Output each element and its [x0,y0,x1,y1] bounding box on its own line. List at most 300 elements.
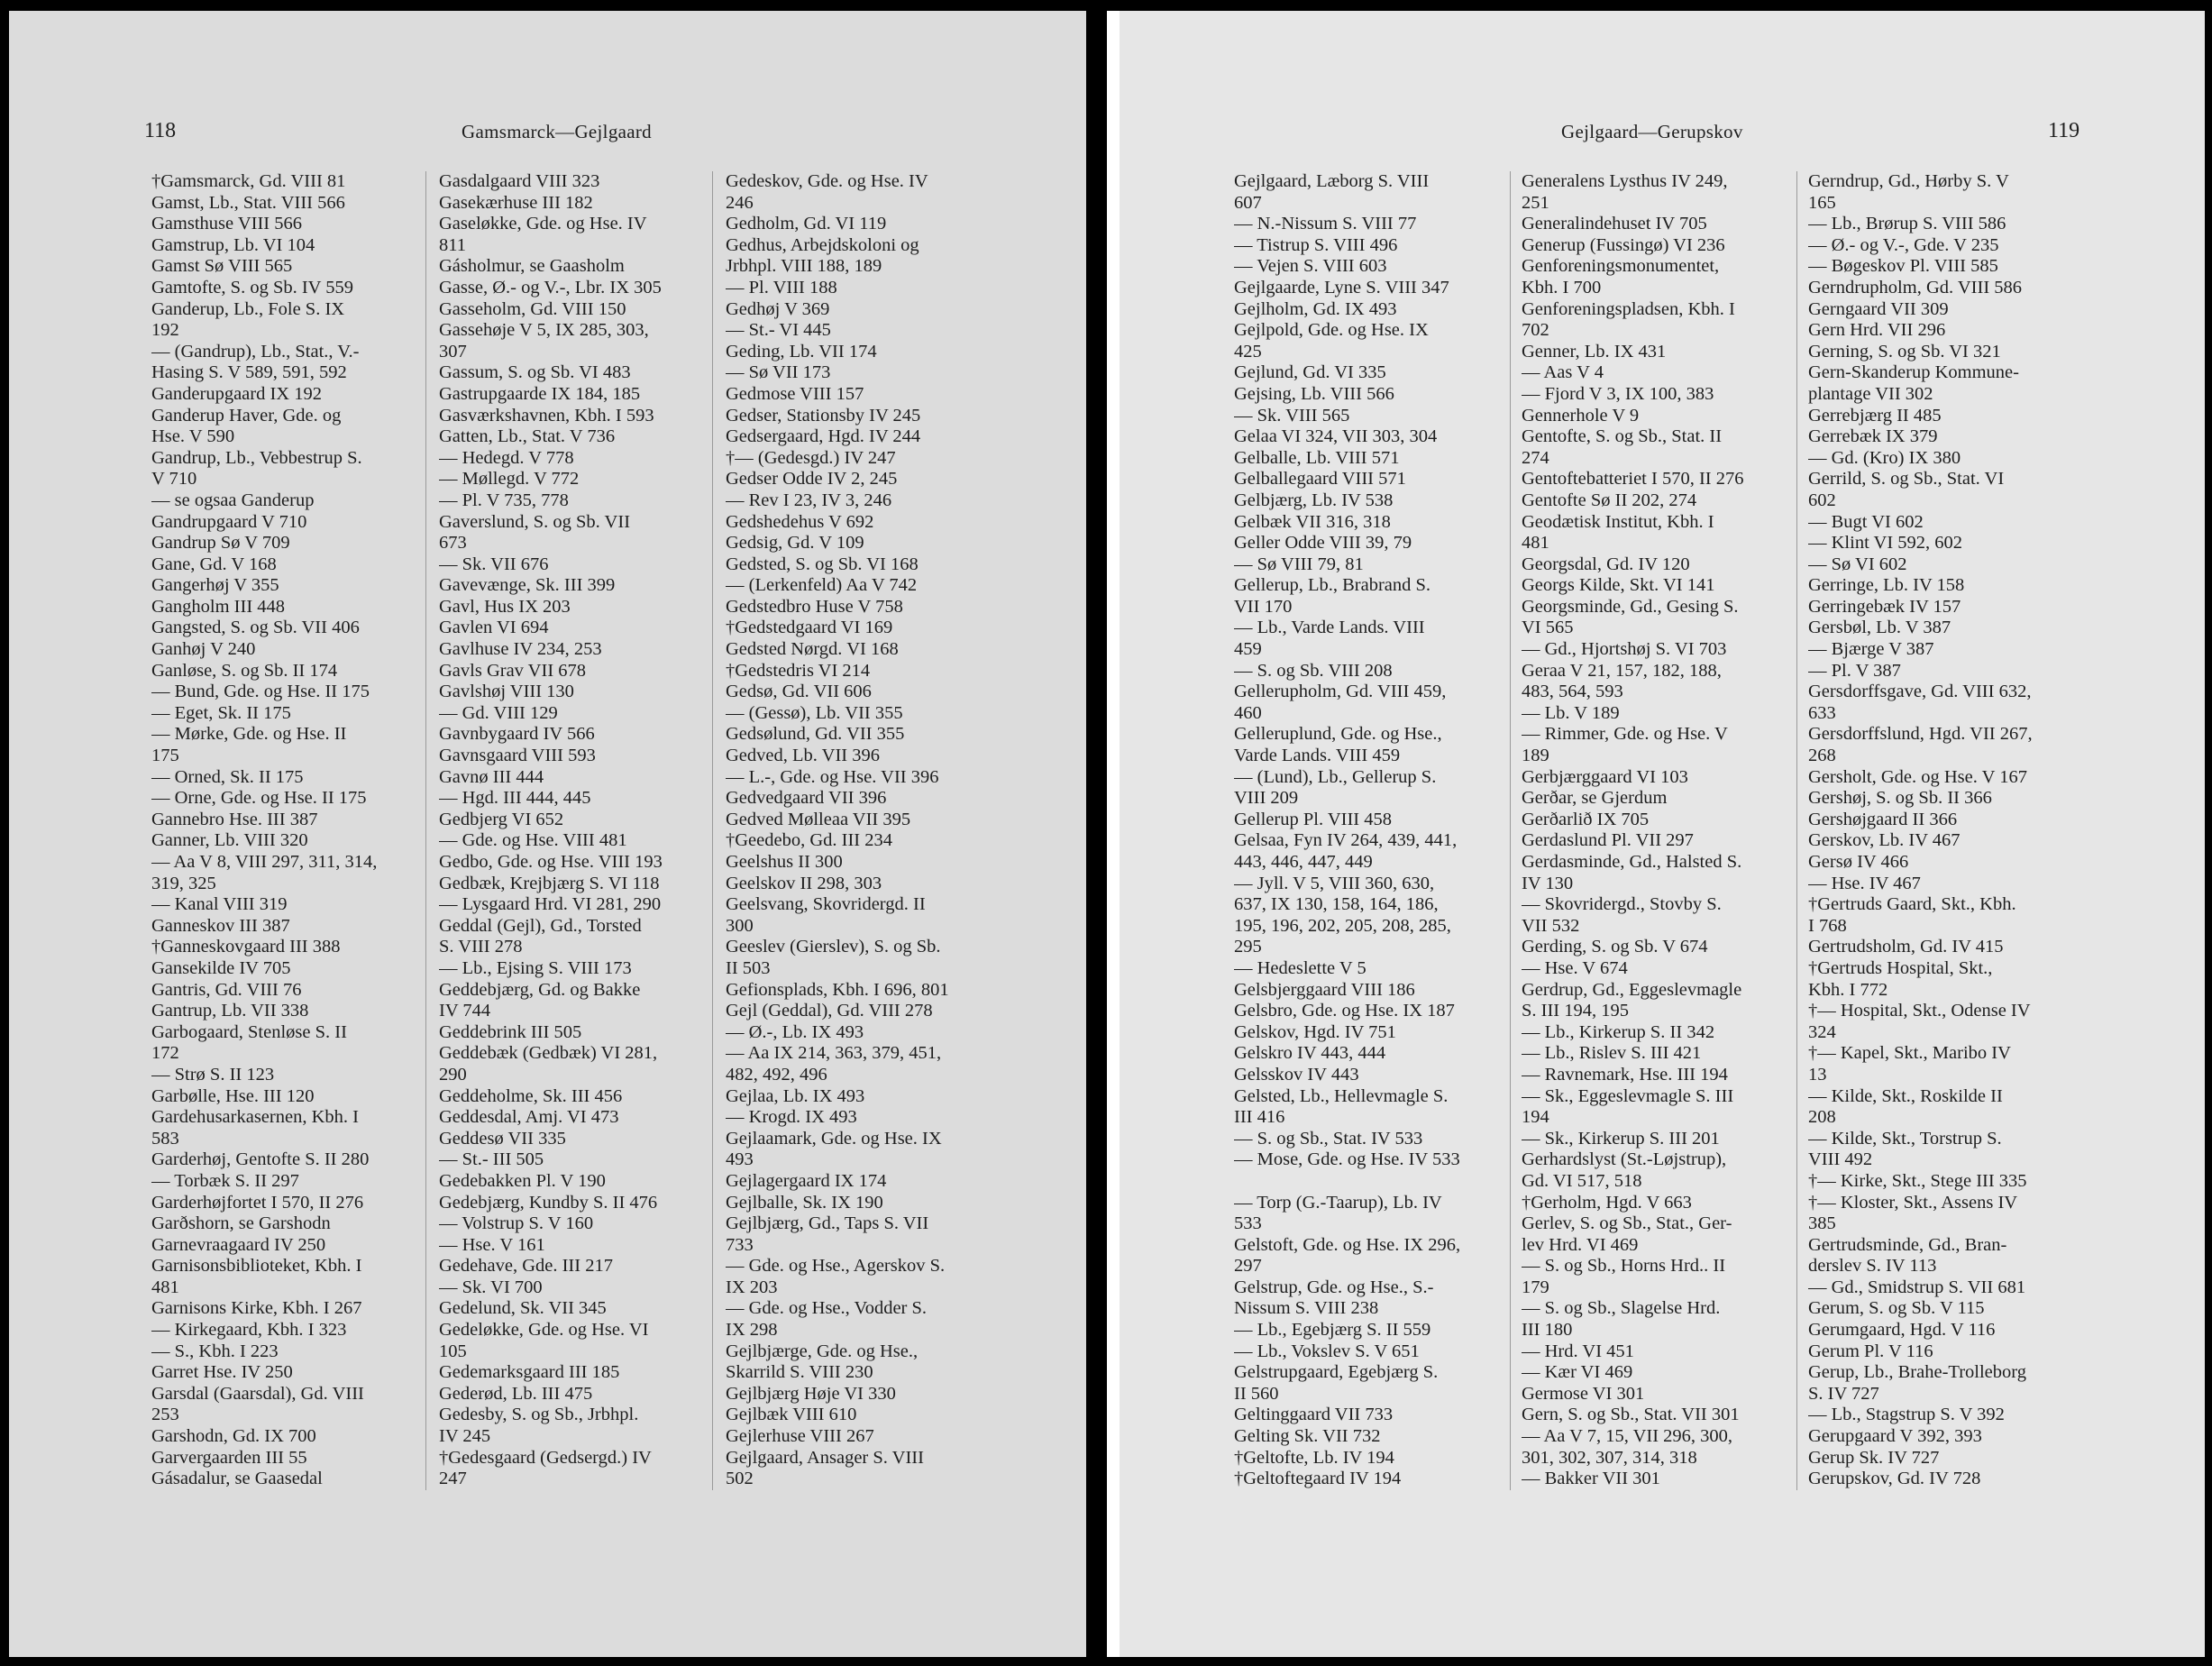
index-entry-line: Geddebæk (Gedbæk) VI 281, [439,1043,658,1064]
index-entry-line: Garderhøj, Gentofte S. II 280 [151,1149,370,1170]
index-entry-line: Gerupskov, Gd. IV 728 [1808,1469,1981,1489]
index-entry-line: Gerndrup, Gd., Hørby S. V [1808,171,2009,191]
index-column [1223,171,1510,1490]
index-entry-line: Gasdalgaard VIII 323 [439,171,600,191]
index-entry-line: Gejlholm, Gd. IX 493 [1234,298,1397,319]
index-entry-line: — Kær VI 469 [1522,1362,1633,1383]
index-entry-line: Ganderup Haver, Gde. og [151,405,342,426]
index-entry-line: Gerndrupholm, Gd. VIII 586 [1808,277,2023,298]
index-entry-line: — (Gandrup), Lb., Stat., V.- [151,341,360,362]
index-entry-line: — Aa V 8, VIII 297, 311, 314, [151,852,378,872]
index-entry-line: Gaseløkke, Gde. og Hse. IV [439,214,647,234]
index-entry-line: — Bugt VI 602 [1808,511,1924,532]
index-entry-line: 290 [439,1064,467,1085]
index-entry-line: Gansekilde IV 705 [151,957,291,978]
index-entry-line: Gangsted, S. og Sb. VII 406 [151,618,360,638]
index-entry-line: †Ganneskovgaard III 388 [151,937,341,957]
index-entry-line: Gejsing, Lb. VIII 566 [1234,383,1394,404]
index-entry-line: Gedhøj V 369 [726,298,830,319]
index-entry-line: Garnisonsbiblioteket, Kbh. I [151,1256,362,1277]
index-entry-line: Gedebjærg, Kundby S. II 476 [439,1192,658,1213]
index-entry-line: Geraa V 21, 157, 182, 188, [1522,660,1722,681]
index-entry-line: — Vejen S. VIII 603 [1234,256,1387,277]
index-entry-line: †Gedesgaard (Gedsergd.) IV [439,1447,652,1468]
index-entry-line: Geddal (Gejl), Gd., Torsted [439,915,642,936]
index-entry-line: S. VIII 278 [439,937,523,957]
index-entry-line: S. IV 727 [1808,1383,1879,1404]
index-entry-line: 175 [151,746,179,766]
index-entry-line: Gentofte, S. og Sb., Stat. II [1522,426,1723,447]
index-entry-line: Gelbjærg, Lb. IV 538 [1234,490,1394,510]
index-entry-line: Gersdorffsgave, Gd. VIII 632, [1808,682,2032,702]
index-entry-line: Gelballegaard VIII 571 [1234,469,1406,490]
index-entry-line: Gannebro Hse. III 387 [151,809,318,829]
index-entry-line: Gedelund, Sk. VII 345 [439,1298,607,1319]
index-entry-line: — Hse. IV 467 [1808,873,1921,893]
index-entry-line: Generup (Fussingø) VI 236 [1522,234,1725,255]
index-entry-line: †— Kloster, Skt., Assens IV [1808,1192,2018,1213]
index-entry-line: Gersø IV 466 [1808,852,1909,872]
index-entry-line: Gejlgaard, Læborg S. VIII [1234,171,1430,191]
index-entry-line: Gennerhole V 9 [1522,405,1640,426]
index-entry-line: Gerumgaard, Hgd. V 116 [1808,1320,1996,1341]
index-entry-line: — S., Kbh. I 223 [151,1341,279,1361]
index-entry-line: 195, 196, 202, 205, 208, 285, [1234,915,1451,936]
index-entry-line: Gardehusarkasernen, Kbh. I [151,1107,359,1128]
index-entry-line: — Torp (G.-Taarup), Lb. IV [1234,1192,1442,1213]
index-entry-line: Jrbhpl. VIII 188, 189 [726,256,882,277]
index-entry-line: Skarrild S. VIII 230 [726,1362,873,1383]
index-entry-line: — Gd., Hjortshøj S. VI 703 [1522,639,1727,660]
index-entry-line: Gandrup Sø V 709 [151,533,290,554]
index-entry-line: Gerdasminde, Gd., Halsted S. [1522,852,1742,872]
index-entry-line: — St.- III 505 [439,1149,544,1170]
index-entry-line: lev Hrd. VI 469 [1522,1234,1639,1255]
index-entry-line: Gellerup, Lb., Brabrand S. [1234,575,1431,596]
index-entry-line: — Jyll. V 5, VIII 360, 630, [1234,873,1435,893]
index-entry-line: Kbh. I 772 [1808,979,1888,1000]
index-entry-line: — Lb., Vokslev S. V 651 [1234,1341,1420,1361]
index-entry-line: †— Kirke, Skt., Stege III 335 [1808,1170,2027,1191]
index-entry-line: 301, 302, 307, 314, 318 [1522,1447,1697,1468]
right-page [1107,11,2205,1657]
index-entry-line: — Sk. VI 700 [439,1277,543,1297]
index-entry-line: Geddebrink III 505 [439,1021,582,1042]
index-entry-line: — Skovridergd., Stovby S. [1522,894,1722,915]
index-entry-line: — Rev I 23, IV 3, 246 [726,490,892,510]
index-entry-line: — Sø VI 602 [1808,554,1907,574]
index-entry-line: 385 [1808,1213,1836,1234]
index-entry-line: Gelstrupgaard, Egebjærg S. [1234,1362,1439,1383]
index-entry-line: — Sk. VII 676 [439,554,549,574]
index-entry-line: derslev S. IV 113 [1808,1256,1937,1277]
index-entry-line: Gamtofte, S. og Sb. IV 559 [151,277,353,298]
index-entry-line: Gasse, Ø.- og V.-, Lbr. IX 305 [439,277,662,298]
index-entry-line: Gershøj, S. og Sb. II 366 [1808,788,1992,809]
index-entry-line: IV 130 [1522,873,1574,893]
index-entry-line: Gd. VI 517, 518 [1522,1170,1642,1191]
index-entry-line: 460 [1234,702,1262,723]
index-entry-line: Gelsbro, Gde. og Hse. IX 187 [1234,1001,1455,1021]
index-entry-line: †— (Gedesgd.) IV 247 [726,447,896,468]
index-entry-line: Gamstrup, Lb. VI 104 [151,234,315,255]
index-entry-line: — Ravnemark, Hse. III 194 [1522,1064,1728,1085]
index-entry-line: Gasekærhuse III 182 [439,192,593,213]
index-entry-line: Gelskro IV 443, 444 [1234,1043,1386,1064]
index-column [139,171,425,1490]
index-entry-line: †Gedstedgaard VI 169 [726,618,893,638]
index-entry-line: Gellerup Pl. VIII 458 [1234,809,1392,829]
index-entry-line: Gejl (Geddal), Gd. VIII 278 [726,1001,933,1021]
index-entry-line: — Lb., Brørup S. VIII 586 [1808,214,2006,234]
index-entry-line: 583 [151,1128,179,1149]
index-entry-line: Geller Odde VIII 39, 79 [1234,533,1412,554]
index-entry-line: Gelaa VI 324, VII 303, 304 [1234,426,1438,447]
index-entry-line: Geltinggaard VII 733 [1234,1405,1394,1425]
index-column [1796,171,2083,1490]
index-entry-line: — Sø VII 173 [726,362,831,383]
index-entry-line: Gedeløkke, Gde. og Hse. VI [439,1320,649,1341]
index-entry-line: 502 [726,1469,754,1489]
index-entry-line: — Rimmer, Gde. og Hse. V [1522,724,1728,745]
index-entry-line: 319, 325 [151,873,216,893]
index-entry-line: Gerdaslund Pl. VII 297 [1522,830,1694,851]
index-entry-line: Garnevraagaard IV 250 [151,1234,326,1255]
index-entry-line: — (Gessø), Lb. VII 355 [726,702,903,723]
index-entry-line: Gavlen VI 694 [439,618,549,638]
index-entry-line: Genforeningsmonumentet, [1522,256,1720,277]
index-entry-line: IV 245 [439,1426,491,1447]
index-entry-line: Gelstoft, Gde. og Hse. IX 296, [1234,1234,1461,1255]
index-entry-line: — Lb., Stagstrup S. V 392 [1808,1405,2005,1425]
index-entry-line: — Eget, Sk. II 175 [151,702,291,723]
index-entry-line: Gedshedehus V 692 [726,511,874,532]
index-entry-line: Gedbjerg VI 652 [439,809,564,829]
index-entry-line: Garvergaarden III 55 [151,1447,307,1468]
index-entry-line: Gassum, S. og Sb. VI 483 [439,362,631,383]
index-entry-line: Gedbo, Gde. og Hse. VIII 193 [439,852,663,872]
index-entry-line: Gedsø, Gd. VII 606 [726,682,872,702]
index-entry-line: Nissum S. VIII 238 [1234,1298,1379,1319]
index-entry-line: — Hse. V 161 [439,1234,545,1255]
page-number: 119 [2048,119,2080,142]
index-entry-line: — (Lund), Lb., Gellerup S. [1234,766,1437,787]
index-entry-line: Gantrup, Lb. VII 338 [151,1001,309,1021]
index-entry-line: — Kilde, Skt., Roskilde II [1808,1085,2003,1106]
index-entry-line: †— Hospital, Skt., Odense IV [1808,1001,2031,1021]
index-entry-line: — Fjord V 3, IX 100, 383 [1522,383,1714,404]
index-entry-line: plantage VII 302 [1808,383,1933,404]
index-entry-line: — Torbæk S. II 297 [151,1170,299,1191]
index-entry-line: Gásadalur, se Gaasedal [151,1469,323,1489]
index-entry-line: — Lb., Egebjærg S. II 559 [1234,1320,1431,1341]
index-entry-line: Gern-Skanderup Kommune- [1808,362,2019,383]
index-entry-line: — Strø S. II 123 [151,1064,275,1085]
index-entry-line: Gedebakken Pl. V 190 [439,1170,606,1191]
index-entry-line: Varde Lands. VIII 459 [1234,746,1401,766]
index-entry-line: — Pl. VIII 188 [726,277,837,298]
index-entry-line: — Sk., Kirkerup S. III 201 [1522,1128,1720,1149]
index-entry-line: †Gamsmarck, Gd. VIII 81 [151,171,346,191]
index-entry-line: Gerning, S. og Sb. VI 321 [1808,341,2001,362]
index-entry-line: Gane, Gd. V 168 [151,554,277,574]
index-entry-line: Gedeskov, Gde. og Hse. IV [726,171,928,191]
index-entry-line: Gastrupgaarde IX 184, 185 [439,383,641,404]
index-entry-line: Gejlgaard, Ansager S. VIII [726,1447,924,1468]
index-entry-line: IX 203 [726,1277,778,1297]
index-entry-line: †Gertruds Gaard, Skt., Kbh. [1808,894,2016,915]
index-entry-line: Gangholm III 448 [151,596,286,617]
index-entry-line: IV 744 [439,1001,491,1021]
index-entry-line: — Gde. og Hse., Agerskov S. [726,1256,946,1277]
index-entry-line: — Hse. V 674 [1522,957,1628,978]
index-entry-line: Generalens Lysthus IV 249, [1522,171,1728,191]
index-entry-line: — Hrd. VI 451 [1522,1341,1634,1361]
index-entry-line: 247 [439,1469,467,1489]
index-entry-line: Geding, Lb. VII 174 [726,341,877,362]
index-entry-line: 811 [439,234,466,255]
index-entry-line: VI 565 [1522,618,1574,638]
index-entry-line: 246 [726,192,754,213]
index-entry-line: 443, 446, 447, 449 [1234,852,1373,872]
index-entry-line: — Klint VI 592, 602 [1808,533,1963,554]
index-entry-line: — N.-Nissum S. VIII 77 [1234,214,1417,234]
index-entry-line: Geddebjærg, Gd. og Bakke [439,979,641,1000]
index-entry-line: Georgsdal, Gd. IV 120 [1522,554,1690,574]
index-entry-line: Gelsskov IV 443 [1234,1064,1359,1085]
index-entry-line: Gerrebjærg II 485 [1808,405,1942,426]
index-entry-line: Gejlbjærg Høje VI 330 [726,1383,896,1404]
index-entry-line: Gamst, Lb., Stat. VIII 566 [151,192,345,213]
index-entry-line: 307 [439,341,467,362]
index-entry-line: 493 [726,1149,754,1170]
index-entry-line: 179 [1522,1277,1549,1297]
index-entry-line: †Gerholm, Hgd. V 663 [1522,1192,1692,1213]
index-entry-line: Gásholmur, se Gaasholm [439,256,625,277]
index-entry-line: 105 [439,1341,467,1361]
index-entry-line: Gerum, S. og Sb. V 115 [1808,1298,1985,1319]
index-entry-line: Gelting Sk. VII 732 [1234,1426,1381,1447]
index-entry-line: Gantris, Gd. VIII 76 [151,979,302,1000]
index-entry-line: — Mørke, Gde. og Hse. II [151,724,347,745]
index-entry-line: Gelballe, Lb. VIII 571 [1234,447,1400,468]
index-entry-line: Garbogaard, Stenløse S. II [151,1021,347,1042]
index-entry-line: 300 [726,915,754,936]
index-entry-line: — Pl. V 387 [1808,660,1901,681]
index-entry-line: — S. og Sb. VIII 208 [1234,660,1393,681]
index-entry-line: Gelsted, Lb., Hellevmagle S. [1234,1085,1449,1106]
index-entry-line: 251 [1522,192,1549,213]
index-entry-line: Gerrebæk IX 379 [1808,426,1938,447]
index-entry-line: — Lb., Varde Lands. VIII [1234,618,1425,638]
index-entry-line: — Lb. V 189 [1522,702,1620,723]
index-entry-line: — Orned, Sk. II 175 [151,766,304,787]
index-entry-line: Gedsergaard, Hgd. IV 244 [726,426,921,447]
index-entry-line: — Lb., Rislev S. III 421 [1522,1043,1702,1064]
index-entry-line: — Kanal VIII 319 [151,894,288,915]
index-entry-line: V 710 [151,469,197,490]
index-entry-line: Gedsølund, Gd. VII 355 [726,724,905,745]
index-entry-line: — Ø.- og V.-, Gde. V 235 [1808,234,1999,255]
index-entry-line: Gerskov, Lb. IV 467 [1808,830,1961,851]
index-entry-line: Gersbøl, Lb. V 387 [1808,618,1951,638]
index-entry-line: Gelleruplund, Gde. og Hse., [1234,724,1442,745]
index-entry-line: 189 [1522,746,1549,766]
index-entry-line: — Hgd. III 444, 445 [439,788,591,809]
index-entry-line: Gedmose VIII 157 [726,383,864,404]
index-entry-line: Geodætisk Institut, Kbh. I [1522,511,1714,532]
index-entry-line: I 768 [1808,915,1847,936]
index-entry-line: Gern, S. og Sb., Stat. VII 301 [1522,1405,1740,1425]
index-entry-line: Gellerupholm, Gd. VIII 459, [1234,682,1447,702]
index-entry-line: 481 [1522,533,1549,554]
index-entry-line: Gersholt, Gde. og Hse. V 167 [1808,766,2027,787]
index-entry-line: †Geltofte, Lb. IV 194 [1234,1447,1394,1468]
index-entry-line: Gelskov, Hgd. IV 751 [1234,1021,1396,1042]
index-entry-line: — S. og Sb., Stat. IV 533 [1234,1128,1423,1149]
index-entry-line: III 416 [1234,1107,1285,1128]
index-entry-line: Gederød, Lb. III 475 [439,1383,593,1404]
index-entry-line: Georgs Kilde, Skt. VI 141 [1522,575,1715,596]
index-entry-line: Gerup, Lb., Brahe-Trolleborg [1808,1362,2026,1383]
index-entry-line: Gejlbjærg, Gd., Taps S. VII [726,1213,929,1234]
index-entry-line: Gersdorffslund, Hgd. VII 267, [1808,724,2033,745]
index-entry-line: Hse. V 590 [151,426,235,447]
index-entry-line: Gedser, Stationsby IV 245 [726,405,921,426]
index-entry-line: Gentoftebatteriet I 570, II 276 [1522,469,1744,490]
index-entry-line: Gasværkshavnen, Kbh. I 593 [439,405,654,426]
index-entry-line: VIII 492 [1808,1149,1873,1170]
index-entry-line: VII 532 [1522,915,1580,936]
index-entry-line: †— Kapel, Skt., Maribo IV [1808,1043,2011,1064]
index-entry-line: Gedved Mølleaa VII 395 [726,809,911,829]
index-entry-line: — Bøgeskov Pl. VIII 585 [1808,256,1998,277]
index-entry-line: — Aa V 7, 15, VII 296, 300, [1522,1426,1733,1447]
index-entry-line: — Ø.-, Lb. IX 493 [726,1021,864,1042]
index-entry-line: Gedsted, S. og Sb. VI 168 [726,554,919,574]
index-entry-line: Gavnsgaard VIII 593 [439,746,596,766]
index-entry-line: 13 [1808,1064,1827,1085]
index-entry-line: 295 [1234,937,1262,957]
index-entry-line: Ganneskov III 387 [151,915,290,936]
index-entry-line: †Gertruds Hospital, Skt., [1808,957,1993,978]
index-entry-line: VII 170 [1234,596,1293,617]
index-entry-line: Gavls Grav VII 678 [439,660,587,681]
index-entry-line: Gerringe, Lb. IV 158 [1808,575,1965,596]
index-entry-line: Gertrudsminde, Gd., Bran- [1808,1234,2007,1255]
index-entry-line: Garret Hse. IV 250 [151,1362,293,1383]
index-entry-line: Gandrup, Lb., Vebbestrup S. [151,447,362,468]
index-entry-line: — Lysgaard Hrd. VI 281, 290 [439,894,662,915]
index-entry-line: — S. og Sb., Horns Hrd.. II [1522,1256,1726,1277]
index-entry-line: — Mose, Gde. og Hse. IV 533 [1234,1149,1460,1170]
index-entry-line: 459 [1234,639,1262,660]
index-entry-line: — Hedegd. V 778 [439,447,574,468]
index-entry-line: 533 [1234,1213,1262,1234]
index-entry-line: Gavnbygaard IV 566 [439,724,595,745]
index-entry-line: Gejlagergaard IX 174 [726,1170,887,1191]
index-entry-line: 165 [1808,192,1836,213]
index-entry-line [1234,1171,1502,1193]
index-entry-line: Gangerhøj V 355 [151,575,279,596]
index-entry-line: — Volstrup S. V 160 [439,1213,594,1234]
index-entry-line: Gamsthuse VIII 566 [151,214,303,234]
index-entry-line: Germose VI 301 [1522,1383,1645,1404]
index-entry-line: Gershøjgaard II 366 [1808,809,1958,829]
index-entry-line: 274 [1522,447,1549,468]
index-entry-line: Gefionsplads, Kbh. I 696, 801 [726,979,949,1000]
index-entry-line: Gejlgaarde, Lyne S. VIII 347 [1234,277,1449,298]
index-entry-line: — St.- VI 445 [726,320,831,341]
index-entry-line: 253 [151,1405,179,1425]
index-entry-line: Gerupgaard V 392, 393 [1808,1426,1982,1447]
index-entry-line: Ganderup, Lb., Fole S. IX [151,298,345,319]
index-entry-line: Gedsig, Gd. V 109 [726,533,864,554]
index-entry-line: Gedser Odde IV 2, 245 [726,469,898,490]
index-entry-line: Gedehave, Gde. III 217 [439,1256,613,1277]
index-entry-line: 194 [1522,1107,1549,1128]
index-entry-line: Geelskov II 298, 303 [726,873,882,893]
index-entry-line: Geelshus II 300 [726,852,843,872]
index-entry-line: Gejlpold, Gde. og Hse. IX [1234,320,1429,341]
index-column [712,171,999,1490]
index-entry-line: †Gedstedris VI 214 [726,660,871,681]
page-number: 118 [144,119,177,142]
index-entry-line: 733 [726,1234,754,1255]
index-entry-line: †Geedebo, Gd. III 234 [726,830,893,851]
index-column [425,171,712,1490]
index-entry-line: Gavlshøj VIII 130 [439,682,574,702]
index-entry-line: †Geltoftegaard IV 194 [1234,1469,1402,1489]
running-head: Gejlgaard—Gerupskov [1561,121,1743,142]
index-entry-line: II 503 [726,957,771,978]
index-entry-line: Gedhus, Arbejdskoloni og [726,234,919,255]
index-entry-line: Ganderupgaard IX 192 [151,383,322,404]
index-entry-line: Gerup Sk. IV 727 [1808,1447,1940,1468]
index-entry-line: Gertrudsholm, Gd. IV 415 [1808,937,2004,957]
index-entry-line: Genner, Lb. IX 431 [1522,341,1667,362]
index-entry-line: Gejlballe, Sk. IX 190 [726,1192,883,1213]
index-entry-line: — Gd., Smidstrup S. VII 681 [1808,1277,2026,1297]
index-entry-line: — L.-, Gde. og Hse. VII 396 [726,766,939,787]
index-entry-line: 324 [1808,1021,1836,1042]
index-entry-line: — Aas V 4 [1522,362,1604,383]
index-entry-line: Gerngaard VII 309 [1808,298,1949,319]
index-entry-line: — Pl. V 735, 778 [439,490,569,510]
index-entry-line: Gejlerhuse VIII 267 [726,1426,874,1447]
index-entry-line: Gerum Pl. V 116 [1808,1341,1933,1361]
index-entry-line: 268 [1808,746,1836,766]
index-entry-line: Garsdal (Gaarsdal), Gd. VIII [151,1383,364,1404]
index-entry-line: — Krogd. IX 493 [726,1107,857,1128]
index-entry-line: 633 [1808,702,1836,723]
index-entry-line: — Sk. VIII 565 [1234,405,1350,426]
index-entry-line: 702 [1522,320,1549,341]
index-columns [1223,171,2083,1490]
index-entry-line: Gerding, S. og Sb. V 674 [1522,937,1708,957]
index-entry-line: Ganner, Lb. VIII 320 [151,830,308,851]
index-entry-line: Garnisons Kirke, Kbh. I 267 [151,1298,362,1319]
index-entry-line: — Bjærge V 387 [1808,639,1934,660]
index-entry-line: — Gde. og Hse., Vodder S. [726,1298,928,1319]
index-entry-line: Gerrild, S. og Sb., Stat. VI [1808,469,2005,490]
index-entry-line: Genforeningspladsen, Kbh. I [1522,298,1735,319]
index-column [1510,171,1796,1490]
index-entry-line: — Orne, Gde. og Hse. II 175 [151,788,367,809]
index-entry-line: Garðshorn, se Garshodn [151,1213,331,1234]
index-entry-line: Hasing S. V 589, 591, 592 [151,362,347,383]
index-entry-line: Georgsminde, Gd., Gesing S. [1522,596,1739,617]
